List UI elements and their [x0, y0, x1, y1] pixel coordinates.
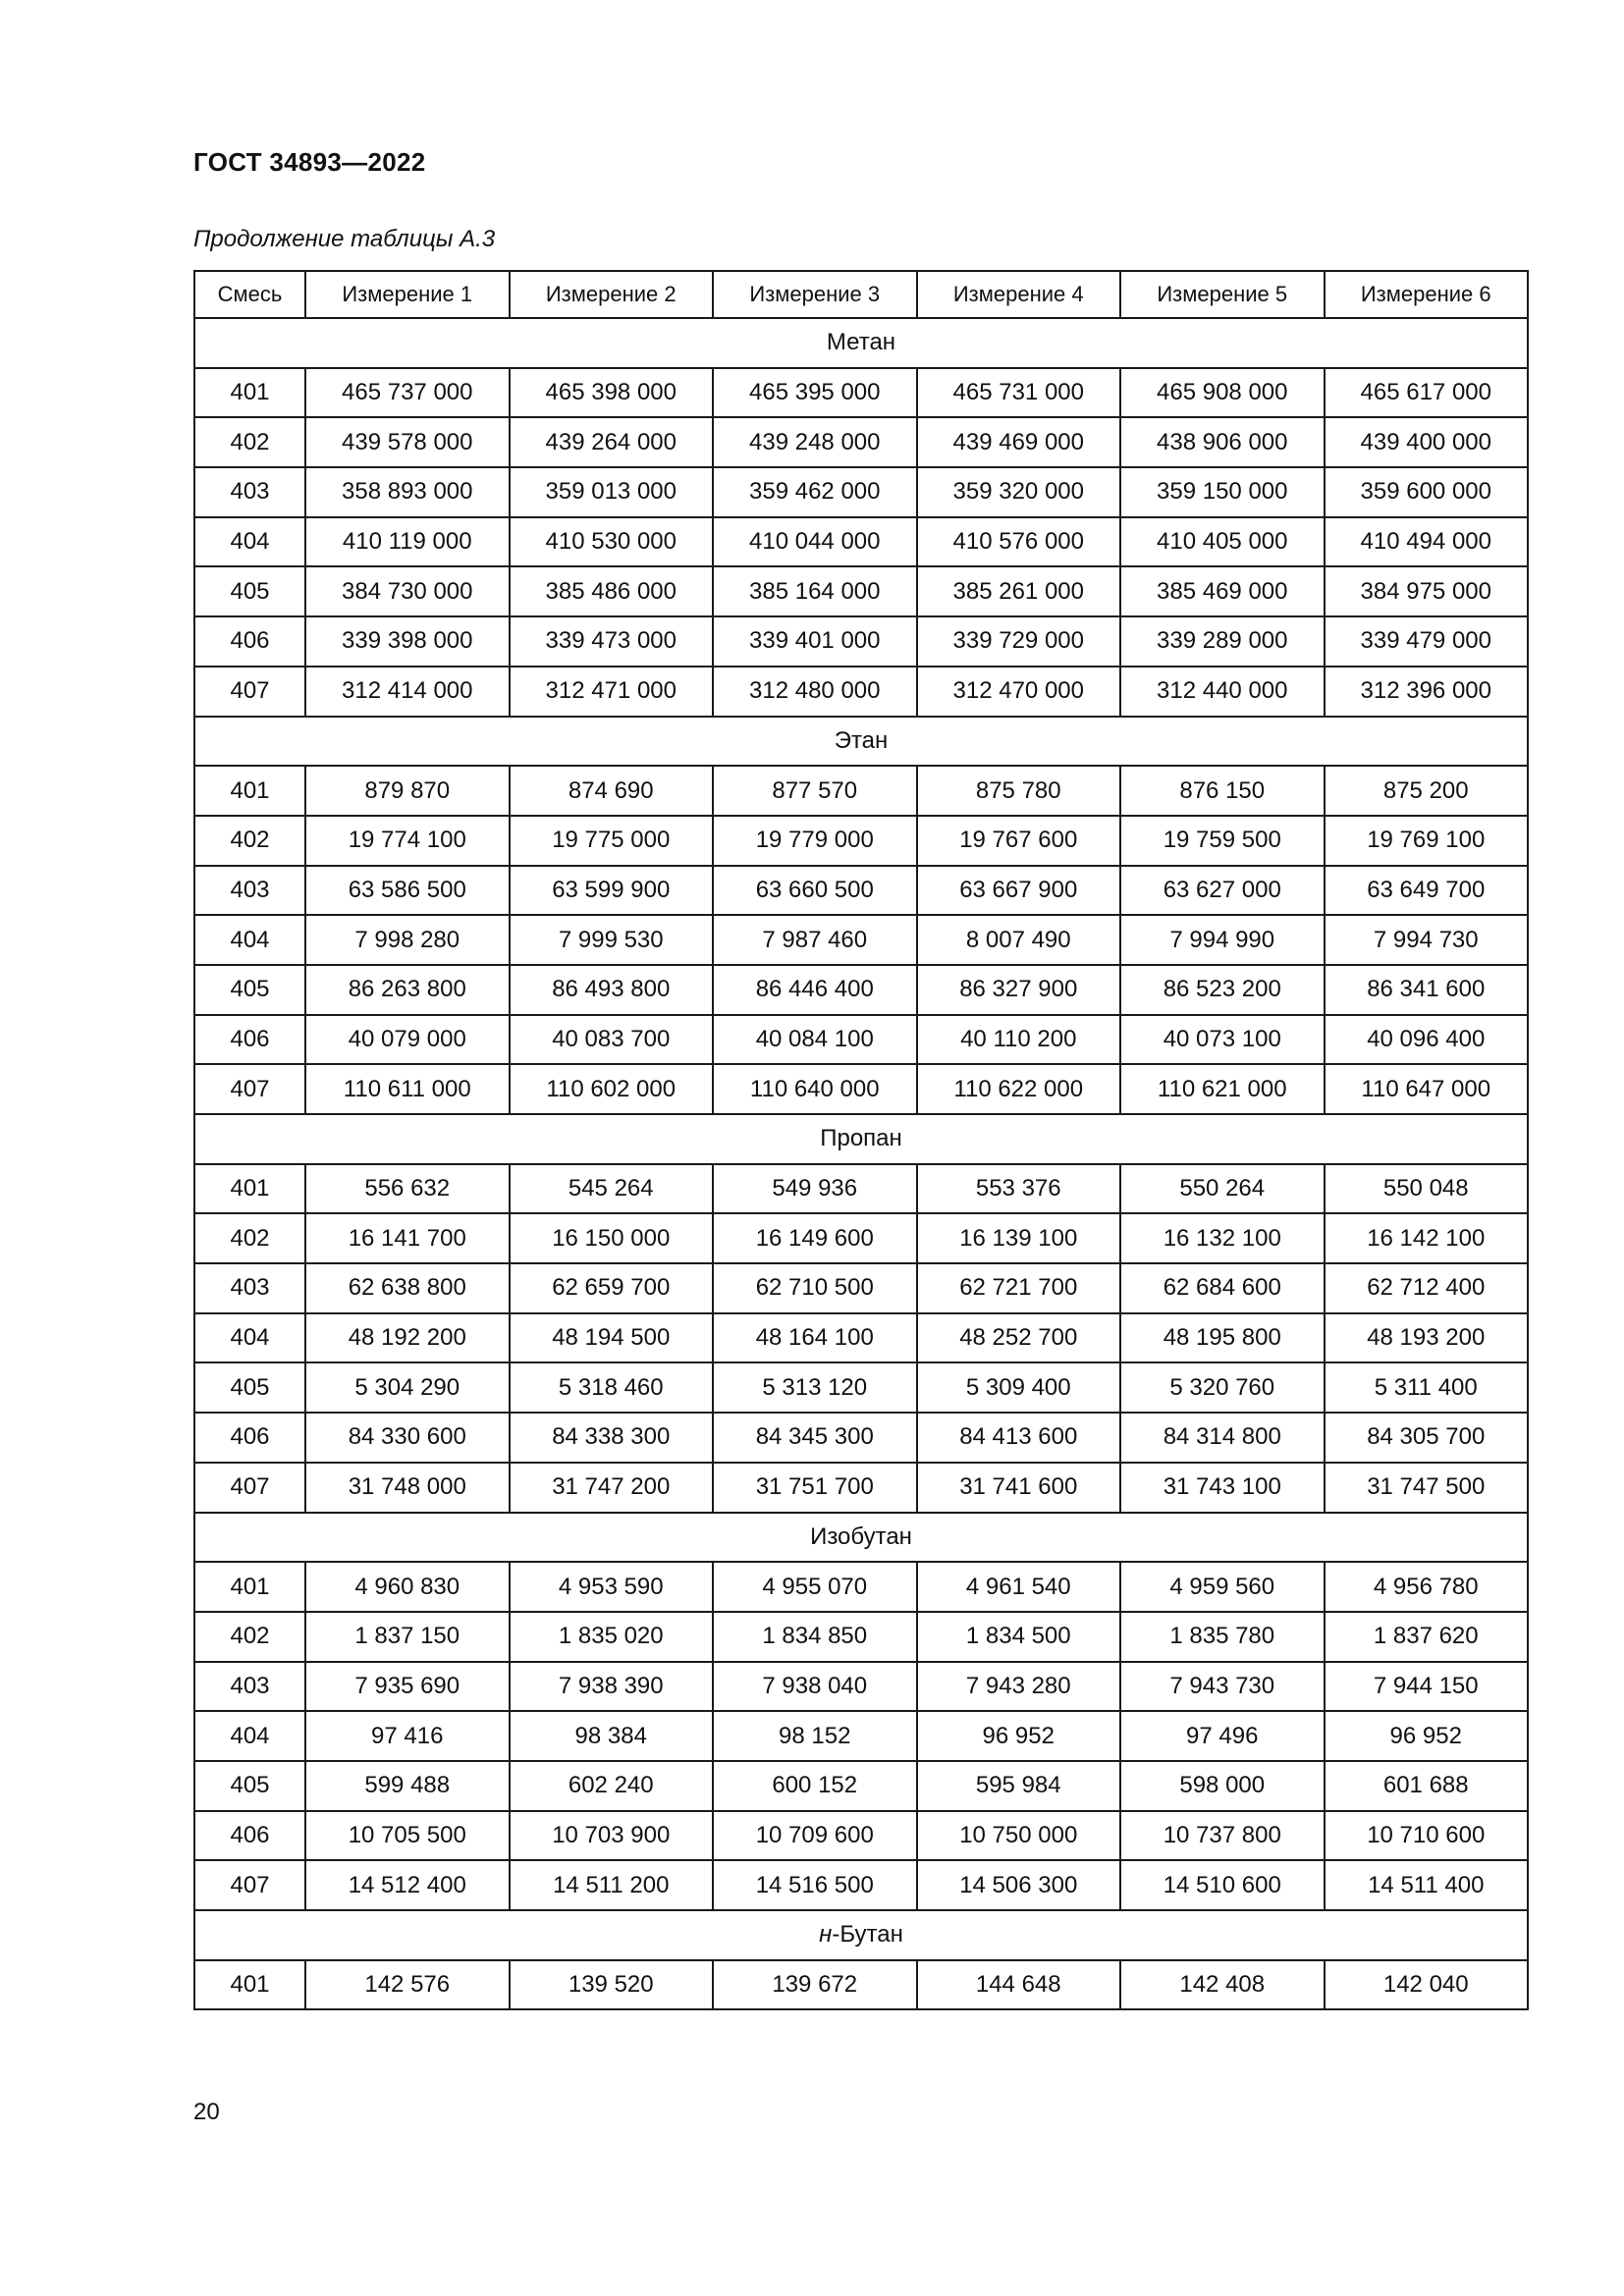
- table-row: [194, 467, 1528, 517]
- section-header-row: [194, 717, 1528, 767]
- measurement-cell: 14 511 400: [1325, 1860, 1529, 1910]
- measurement-cell: 553 376: [917, 1164, 1121, 1214]
- measurement-cell: 358 893 000: [305, 467, 510, 517]
- measurement-cell: 339 479 000: [1325, 616, 1529, 667]
- table-row: [194, 1662, 1528, 1712]
- measurement-cell: 4 959 560: [1120, 1562, 1325, 1612]
- table-row: [194, 915, 1528, 965]
- mixture-cell: 405: [194, 1761, 305, 1811]
- measurement-cell: 7 943 730: [1120, 1662, 1325, 1712]
- mixture-cell: 401: [194, 766, 305, 816]
- col-header-mixture: Смесь: [194, 271, 305, 318]
- measurement-cell: 48 193 200: [1325, 1313, 1529, 1363]
- mixture-cell: 406: [194, 616, 305, 667]
- measurement-cell: 5 318 460: [510, 1362, 714, 1413]
- section-title: Изобутан: [194, 1513, 1528, 1563]
- measurement-cell: 63 599 900: [510, 866, 714, 916]
- measurement-cell: 19 769 100: [1325, 816, 1529, 866]
- table-row: [194, 566, 1528, 616]
- measurement-cell: 4 960 830: [305, 1562, 510, 1612]
- measurement-cell: 144 648: [917, 1960, 1121, 2010]
- measurement-cell: 84 345 300: [713, 1413, 917, 1463]
- measurement-cell: 62 684 600: [1120, 1263, 1325, 1313]
- table-row: [194, 1164, 1528, 1214]
- measurement-cell: 8 007 490: [917, 915, 1121, 965]
- measurement-cell: 439 400 000: [1325, 417, 1529, 467]
- measurement-cell: 549 936: [713, 1164, 917, 1214]
- table-row: [194, 1015, 1528, 1065]
- measurement-cell: 10 703 900: [510, 1811, 714, 1861]
- measurement-cell: 312 440 000: [1120, 667, 1325, 717]
- table-row: [194, 816, 1528, 866]
- measurement-cell: 96 952: [917, 1711, 1121, 1761]
- section-header-row: [194, 318, 1528, 368]
- mixture-cell: 401: [194, 368, 305, 418]
- measurement-cell: 4 955 070: [713, 1562, 917, 1612]
- mixture-cell: 405: [194, 566, 305, 616]
- measurement-cell: 4 961 540: [917, 1562, 1121, 1612]
- measurement-cell: 385 164 000: [713, 566, 917, 616]
- mixture-cell: 402: [194, 1612, 305, 1662]
- mixture-cell: 403: [194, 1662, 305, 1712]
- measurement-cell: 595 984: [917, 1761, 1121, 1811]
- measurement-cell: 359 600 000: [1325, 467, 1529, 517]
- measurement-cell: 84 305 700: [1325, 1413, 1529, 1463]
- table-row: [194, 1313, 1528, 1363]
- measurement-cell: 86 263 800: [305, 965, 510, 1015]
- table-row: [194, 368, 1528, 418]
- measurement-cell: 16 141 700: [305, 1213, 510, 1263]
- measurement-cell: 439 264 000: [510, 417, 714, 467]
- measurement-cell: 10 750 000: [917, 1811, 1121, 1861]
- mixture-cell: 405: [194, 1362, 305, 1413]
- mixture-cell: 404: [194, 1711, 305, 1761]
- section-header-row: [194, 1910, 1528, 1960]
- table-row: [194, 417, 1528, 467]
- measurement-cell: 5 311 400: [1325, 1362, 1529, 1413]
- measurement-cell: 48 194 500: [510, 1313, 714, 1363]
- measurement-cell: 10 709 600: [713, 1811, 917, 1861]
- measurement-cell: 312 470 000: [917, 667, 1121, 717]
- measurement-cell: 19 774 100: [305, 816, 510, 866]
- measurement-cell: 601 688: [1325, 1761, 1529, 1811]
- measurement-cell: 1 837 150: [305, 1612, 510, 1662]
- table-row: [194, 1860, 1528, 1910]
- measurement-cell: 40 084 100: [713, 1015, 917, 1065]
- measurement-cell: 339 289 000: [1120, 616, 1325, 667]
- measurement-cell: 40 083 700: [510, 1015, 714, 1065]
- measurement-cell: 465 395 000: [713, 368, 917, 418]
- mixture-cell: 403: [194, 467, 305, 517]
- measurement-cell: 84 330 600: [305, 1413, 510, 1463]
- mixture-cell: 401: [194, 1164, 305, 1214]
- measurement-cell: 384 730 000: [305, 566, 510, 616]
- measurement-cell: 139 520: [510, 1960, 714, 2010]
- measurement-cell: 48 192 200: [305, 1313, 510, 1363]
- measurement-cell: 385 261 000: [917, 566, 1121, 616]
- measurement-cell: 31 748 000: [305, 1463, 510, 1513]
- measurement-cell: 19 759 500: [1120, 816, 1325, 866]
- measurement-cell: 62 638 800: [305, 1263, 510, 1313]
- measurement-cell: 14 516 500: [713, 1860, 917, 1910]
- measurement-cell: 14 512 400: [305, 1860, 510, 1910]
- measurement-cell: 16 139 100: [917, 1213, 1121, 1263]
- measurement-cell: 599 488: [305, 1761, 510, 1811]
- measurement-cell: 5 304 290: [305, 1362, 510, 1413]
- mixture-cell: 406: [194, 1413, 305, 1463]
- measurement-cell: 110 647 000: [1325, 1064, 1529, 1114]
- measurement-cell: 879 870: [305, 766, 510, 816]
- measurement-cell: 410 044 000: [713, 517, 917, 567]
- measurement-cell: 98 384: [510, 1711, 714, 1761]
- section-title-suffix: -Бутан: [832, 1921, 903, 1949]
- measurement-cell: 63 649 700: [1325, 866, 1529, 916]
- section-title-prefix: н: [819, 1921, 833, 1949]
- measurement-cell: 359 150 000: [1120, 467, 1325, 517]
- mixture-cell: 402: [194, 816, 305, 866]
- measurement-cell: 465 737 000: [305, 368, 510, 418]
- measurement-cell: 5 309 400: [917, 1362, 1121, 1413]
- measurement-cell: 4 956 780: [1325, 1562, 1529, 1612]
- mixture-cell: 406: [194, 1811, 305, 1861]
- measurement-cell: 875 780: [917, 766, 1121, 816]
- measurement-cell: 7 938 040: [713, 1662, 917, 1712]
- mixture-cell: 403: [194, 866, 305, 916]
- measurement-cell: 7 943 280: [917, 1662, 1121, 1712]
- table-row: [194, 866, 1528, 916]
- measurement-cell: 86 327 900: [917, 965, 1121, 1015]
- measurement-cell: 339 729 000: [917, 616, 1121, 667]
- measurement-cell: 359 462 000: [713, 467, 917, 517]
- measurement-cell: 84 314 800: [1120, 1413, 1325, 1463]
- measurement-cell: 97 496: [1120, 1711, 1325, 1761]
- table-body: [194, 318, 1528, 2009]
- mixture-cell: 402: [194, 1213, 305, 1263]
- measurement-cell: 465 908 000: [1120, 368, 1325, 418]
- measurement-cell: 550 048: [1325, 1164, 1529, 1214]
- measurement-cell: 7 944 150: [1325, 1662, 1529, 1712]
- col-header-measurement-2: Измерение 2: [510, 271, 714, 318]
- section-title: Метан: [194, 318, 1528, 368]
- mixture-cell: 406: [194, 1015, 305, 1065]
- measurement-cell: 19 779 000: [713, 816, 917, 866]
- measurement-cell: 63 667 900: [917, 866, 1121, 916]
- measurement-cell: 875 200: [1325, 766, 1529, 816]
- col-header-measurement-1: Измерение 1: [305, 271, 510, 318]
- measurement-cell: 7 998 280: [305, 915, 510, 965]
- measurement-cell: 7 935 690: [305, 1662, 510, 1712]
- measurement-cell: 385 486 000: [510, 566, 714, 616]
- measurement-cell: 877 570: [713, 766, 917, 816]
- measurement-cell: 465 731 000: [917, 368, 1121, 418]
- measurement-cell: 86 446 400: [713, 965, 917, 1015]
- mixture-cell: 403: [194, 1263, 305, 1313]
- mixture-cell: 407: [194, 1463, 305, 1513]
- measurement-cell: 4 953 590: [510, 1562, 714, 1612]
- measurement-cell: 84 338 300: [510, 1413, 714, 1463]
- mixture-cell: 405: [194, 965, 305, 1015]
- measurement-cell: 110 611 000: [305, 1064, 510, 1114]
- measurement-cell: 31 743 100: [1120, 1463, 1325, 1513]
- measurement-cell: 86 523 200: [1120, 965, 1325, 1015]
- measurement-cell: 16 142 100: [1325, 1213, 1529, 1263]
- table-row: [194, 1811, 1528, 1861]
- table-header-row: [194, 271, 1528, 318]
- table-row: [194, 1612, 1528, 1662]
- table-row: [194, 1761, 1528, 1811]
- measurement-cell: 7 987 460: [713, 915, 917, 965]
- measurement-cell: 31 747 200: [510, 1463, 714, 1513]
- measurement-cell: 7 994 990: [1120, 915, 1325, 965]
- table-row: [194, 1064, 1528, 1114]
- measurement-cell: 384 975 000: [1325, 566, 1529, 616]
- measurement-cell: 438 906 000: [1120, 417, 1325, 467]
- measurement-cell: 7 994 730: [1325, 915, 1529, 965]
- measurement-cell: 142 576: [305, 1960, 510, 2010]
- measurement-cell: 48 164 100: [713, 1313, 917, 1363]
- measurement-cell: 874 690: [510, 766, 714, 816]
- measurement-cell: 96 952: [1325, 1711, 1529, 1761]
- measurement-cell: 84 413 600: [917, 1413, 1121, 1463]
- col-header-measurement-5: Измерение 5: [1120, 271, 1325, 318]
- measurement-cell: 31 751 700: [713, 1463, 917, 1513]
- mixture-cell: 407: [194, 1064, 305, 1114]
- measurement-cell: 14 510 600: [1120, 1860, 1325, 1910]
- measurement-cell: 31 741 600: [917, 1463, 1121, 1513]
- measurement-cell: 410 405 000: [1120, 517, 1325, 567]
- mixture-cell: 402: [194, 417, 305, 467]
- measurement-cell: 40 110 200: [917, 1015, 1121, 1065]
- measurement-cell: 48 252 700: [917, 1313, 1121, 1363]
- measurement-cell: 110 621 000: [1120, 1064, 1325, 1114]
- measurement-cell: 312 471 000: [510, 667, 714, 717]
- measurement-cell: 110 640 000: [713, 1064, 917, 1114]
- measurement-cell: 5 320 760: [1120, 1362, 1325, 1413]
- table-row: [194, 616, 1528, 667]
- measurement-cell: 602 240: [510, 1761, 714, 1811]
- measurement-cell: 19 775 000: [510, 816, 714, 866]
- document-header: ГОСТ 34893—2022: [193, 147, 426, 177]
- measurement-cell: 339 401 000: [713, 616, 917, 667]
- table-caption: Продолжение таблицы А.3: [193, 226, 496, 252]
- measurement-cell: 110 622 000: [917, 1064, 1121, 1114]
- col-header-measurement-4: Измерение 4: [917, 271, 1121, 318]
- section-title: Этан: [194, 717, 1528, 767]
- table-row: [194, 1362, 1528, 1413]
- table-row: [194, 517, 1528, 567]
- measurement-cell: 550 264: [1120, 1164, 1325, 1214]
- measurement-cell: 312 414 000: [305, 667, 510, 717]
- measurement-cell: 10 705 500: [305, 1811, 510, 1861]
- measurement-cell: 14 511 200: [510, 1860, 714, 1910]
- measurement-cell: 410 494 000: [1325, 517, 1529, 567]
- measurement-cell: 62 712 400: [1325, 1263, 1529, 1313]
- section-title: Пропан: [194, 1114, 1528, 1164]
- measurement-cell: 48 195 800: [1120, 1313, 1325, 1363]
- page-number: 20: [193, 2099, 220, 2125]
- mixture-cell: 404: [194, 1313, 305, 1363]
- measurement-cell: 63 586 500: [305, 866, 510, 916]
- measurement-cell: 410 119 000: [305, 517, 510, 567]
- measurements-table: [193, 270, 1529, 2010]
- measurement-cell: 600 152: [713, 1761, 917, 1811]
- table-row: [194, 766, 1528, 816]
- measurement-cell: 876 150: [1120, 766, 1325, 816]
- measurement-cell: 40 073 100: [1120, 1015, 1325, 1065]
- table-row: [194, 1263, 1528, 1313]
- measurement-cell: 556 632: [305, 1164, 510, 1214]
- measurement-cell: 98 152: [713, 1711, 917, 1761]
- measurement-cell: 16 132 100: [1120, 1213, 1325, 1263]
- measurement-cell: 14 506 300: [917, 1860, 1121, 1910]
- measurement-cell: 63 627 000: [1120, 866, 1325, 916]
- measurement-cell: 40 096 400: [1325, 1015, 1529, 1065]
- measurement-cell: 110 602 000: [510, 1064, 714, 1114]
- mixture-cell: 407: [194, 1860, 305, 1910]
- measurement-cell: 62 721 700: [917, 1263, 1121, 1313]
- mixture-cell: 401: [194, 1562, 305, 1612]
- measurement-cell: 7 999 530: [510, 915, 714, 965]
- measurement-cell: 439 578 000: [305, 417, 510, 467]
- measurement-cell: 359 013 000: [510, 467, 714, 517]
- measurement-cell: 139 672: [713, 1960, 917, 2010]
- mixture-cell: 404: [194, 915, 305, 965]
- measurement-cell: 31 747 500: [1325, 1463, 1529, 1513]
- measurement-cell: 1 835 780: [1120, 1612, 1325, 1662]
- measurement-cell: 1 837 620: [1325, 1612, 1529, 1662]
- measurement-cell: 62 659 700: [510, 1263, 714, 1313]
- table-row: [194, 1463, 1528, 1513]
- measurement-cell: 62 710 500: [713, 1263, 917, 1313]
- table-row: [194, 965, 1528, 1015]
- measurement-cell: 40 079 000: [305, 1015, 510, 1065]
- measurement-cell: 598 000: [1120, 1761, 1325, 1811]
- mixture-cell: 401: [194, 1960, 305, 2010]
- measurement-cell: 142 408: [1120, 1960, 1325, 2010]
- measurement-cell: 97 416: [305, 1711, 510, 1761]
- table-row: [194, 667, 1528, 717]
- section-header-row: [194, 1114, 1528, 1164]
- measurement-cell: 410 530 000: [510, 517, 714, 567]
- measurement-cell: 16 149 600: [713, 1213, 917, 1263]
- col-header-measurement-6: Измерение 6: [1325, 271, 1529, 318]
- col-header-measurement-3: Измерение 3: [713, 271, 917, 318]
- measurement-cell: 86 493 800: [510, 965, 714, 1015]
- measurement-cell: 359 320 000: [917, 467, 1121, 517]
- measurement-cell: 7 938 390: [510, 1662, 714, 1712]
- measurement-cell: 439 248 000: [713, 417, 917, 467]
- measurement-cell: 312 480 000: [713, 667, 917, 717]
- measurement-cell: 86 341 600: [1325, 965, 1529, 1015]
- measurement-cell: 16 150 000: [510, 1213, 714, 1263]
- table-row: [194, 1213, 1528, 1263]
- section-header-row: [194, 1513, 1528, 1563]
- measurement-cell: 439 469 000: [917, 417, 1121, 467]
- measurement-cell: 465 398 000: [510, 368, 714, 418]
- mixture-cell: 407: [194, 667, 305, 717]
- measurement-cell: 1 834 850: [713, 1612, 917, 1662]
- measurement-cell: 385 469 000: [1120, 566, 1325, 616]
- measurement-cell: 142 040: [1325, 1960, 1529, 2010]
- measurement-cell: 545 264: [510, 1164, 714, 1214]
- table-row: [194, 1960, 1528, 2010]
- measurement-cell: 63 660 500: [713, 866, 917, 916]
- measurement-cell: 5 313 120: [713, 1362, 917, 1413]
- table-row: [194, 1413, 1528, 1463]
- measurement-cell: 339 398 000: [305, 616, 510, 667]
- table-row: [194, 1711, 1528, 1761]
- measurement-cell: 1 834 500: [917, 1612, 1121, 1662]
- section-title: [194, 1910, 1528, 1960]
- measurement-cell: 1 835 020: [510, 1612, 714, 1662]
- table-row: [194, 1562, 1528, 1612]
- measurement-cell: 410 576 000: [917, 517, 1121, 567]
- mixture-cell: 404: [194, 517, 305, 567]
- measurement-cell: 19 767 600: [917, 816, 1121, 866]
- measurement-cell: 312 396 000: [1325, 667, 1529, 717]
- measurement-cell: 10 737 800: [1120, 1811, 1325, 1861]
- measurement-cell: 339 473 000: [510, 616, 714, 667]
- measurement-cell: 465 617 000: [1325, 368, 1529, 418]
- measurement-cell: 10 710 600: [1325, 1811, 1529, 1861]
